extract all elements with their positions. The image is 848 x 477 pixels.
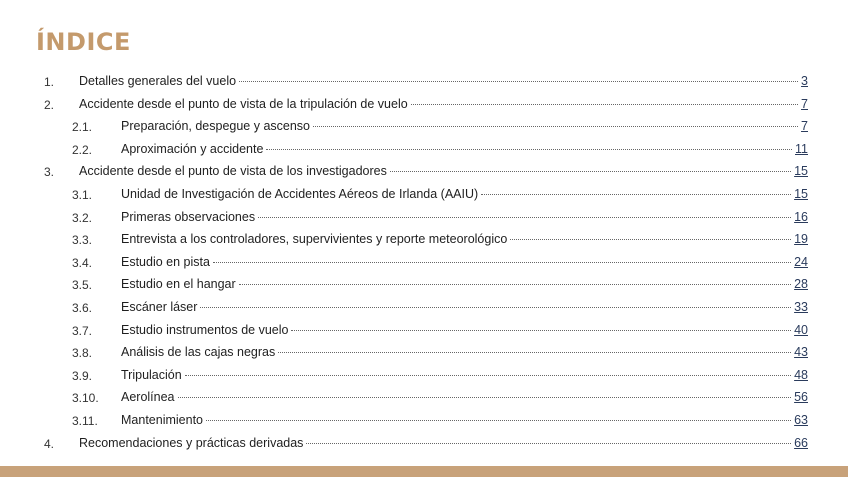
- toc-entry-line: [121, 323, 808, 337]
- toc-entry-line: [121, 277, 808, 291]
- dot-leader: [306, 443, 791, 444]
- toc-entry-number: 3.8.: [72, 346, 93, 361]
- toc-entry-label: Preparación, despegue y ascenso: [121, 119, 311, 134]
- toc-entry[interactable]: [0, 275, 848, 298]
- dot-leader: [185, 375, 791, 376]
- toc-entry-number: 3.6.: [72, 300, 93, 315]
- toc-entry[interactable]: [0, 298, 848, 321]
- toc-entry-label: Detalles generales del vuelo: [79, 74, 237, 88]
- toc-entry-number: 2.1.: [72, 120, 93, 135]
- toc-entry-label: Estudio en el hangar: [121, 277, 236, 292]
- dot-leader: [481, 194, 791, 195]
- toc-entry[interactable]: [0, 162, 848, 185]
- toc-page-link[interactable]: 15: [794, 164, 808, 179]
- toc-entry-line: [79, 97, 808, 111]
- toc-entry-label: Análisis de las cajas negras: [121, 345, 276, 360]
- toc-entry-line: [121, 119, 808, 133]
- toc-entry-number: 1.: [44, 75, 55, 89]
- toc-entry-line: [121, 210, 808, 224]
- toc-entry[interactable]: [0, 366, 848, 389]
- toc-entry-line: [121, 255, 808, 269]
- page-title: ÍNDICE: [36, 28, 131, 56]
- toc-entry[interactable]: [0, 72, 848, 95]
- toc-page-link[interactable]: 28: [794, 277, 808, 292]
- toc-entry-number: 3.1.: [72, 187, 93, 202]
- toc-page-link[interactable]: 16: [794, 209, 808, 224]
- toc-entry-line: [121, 345, 808, 359]
- toc-entry-number: 2.: [44, 97, 55, 112]
- toc-entry-number: 4.: [44, 436, 55, 451]
- toc-entry[interactable]: [0, 343, 848, 366]
- toc-entry-line: [121, 413, 808, 427]
- toc-entry-number: 2.2.: [72, 142, 93, 157]
- dot-leader: [411, 104, 798, 105]
- toc-page-link[interactable]: 48: [794, 367, 808, 382]
- dot-leader: [278, 352, 791, 353]
- toc-entry[interactable]: [0, 411, 848, 434]
- toc-page-link[interactable]: 7: [801, 119, 808, 134]
- toc-page-link[interactable]: 63: [794, 412, 808, 427]
- toc-entry-label: Primeras observaciones: [121, 209, 256, 224]
- dot-leader: [266, 149, 792, 150]
- toc-entry-label: Unidad de Investigación de Accidentes Aéreos de Irlanda (AAIU): [121, 186, 479, 201]
- toc-entry[interactable]: [0, 185, 848, 208]
- toc-entry[interactable]: [0, 95, 848, 118]
- toc-entry[interactable]: [0, 140, 848, 163]
- toc-entry-label: Accidente desde el punto de vista de la tripulación de vuelo: [79, 96, 408, 111]
- dot-leader: [510, 239, 791, 240]
- toc-page-link[interactable]: 24: [794, 254, 808, 269]
- toc-page-link[interactable]: 15: [794, 186, 808, 201]
- toc-entry-number: 3.5.: [72, 278, 93, 293]
- toc-entry-label: Mantenimiento: [121, 412, 203, 427]
- toc-entry[interactable]: [0, 208, 848, 231]
- toc-entry-label: Estudio instrumentos de vuelo: [121, 322, 289, 337]
- toc-entry-number: 3.: [44, 165, 55, 180]
- toc-entry[interactable]: [0, 321, 848, 344]
- toc-entry[interactable]: [0, 230, 848, 253]
- toc-entry-number: 3.4.: [72, 255, 93, 270]
- dot-leader: [200, 307, 791, 308]
- toc-entry-line: [79, 74, 808, 88]
- toc-entry-number: 3.2.: [72, 210, 93, 225]
- toc-entry-label: Aproximación y accidente: [121, 141, 264, 156]
- toc-entry-line: [121, 232, 808, 246]
- toc-page-link[interactable]: 43: [794, 345, 808, 360]
- toc-entry-label: Escáner láser: [121, 299, 198, 314]
- toc-entry-label: Entrevista a los controladores, supervivientes y reporte meteorológico: [121, 232, 508, 247]
- toc-entry[interactable]: [0, 388, 848, 411]
- footer-bar: [0, 466, 848, 477]
- toc-entry-line: [121, 390, 808, 404]
- toc-entry-label: Accidente desde el punto de vista de los investigadores: [79, 164, 387, 179]
- toc-page-link[interactable]: 11: [795, 141, 808, 156]
- toc-entry-label: Recomendaciones y prácticas derivadas: [79, 435, 304, 450]
- toc-entry-label: Tripulación: [121, 367, 182, 382]
- dot-leader: [258, 217, 791, 218]
- toc-entry-line: [79, 436, 808, 450]
- toc-entry-line: [121, 300, 808, 314]
- toc-page-link[interactable]: 40: [794, 322, 808, 337]
- dot-leader: [178, 397, 792, 398]
- dot-leader: [291, 330, 791, 331]
- toc-entry[interactable]: [0, 434, 848, 457]
- toc-entry-line: [121, 187, 808, 201]
- dot-leader: [239, 284, 791, 285]
- toc-entry-number: 3.7.: [72, 323, 93, 338]
- toc-page-link[interactable]: 66: [794, 435, 808, 450]
- toc-entry-number: 3.11.: [72, 413, 98, 428]
- table-of-contents: [0, 72, 848, 456]
- toc-entry-number: 3.3.: [72, 233, 93, 248]
- toc-page-link[interactable]: 7: [801, 96, 808, 111]
- toc-page-link[interactable]: 56: [794, 390, 808, 405]
- dot-leader: [206, 420, 791, 421]
- toc-entry-label: Aerolínea: [121, 390, 175, 405]
- dot-leader: [390, 171, 791, 172]
- toc-page-link[interactable]: 33: [794, 299, 808, 314]
- toc-page-link[interactable]: 19: [794, 232, 808, 247]
- dot-leader: [213, 262, 791, 263]
- toc-page-link[interactable]: 3: [801, 74, 808, 88]
- toc-entry-number: 3.10.: [72, 391, 99, 406]
- toc-entry-line: [121, 142, 808, 156]
- toc-entry[interactable]: [0, 117, 848, 140]
- toc-entry[interactable]: [0, 253, 848, 276]
- toc-entry-line: [79, 164, 808, 178]
- dot-leader: [239, 81, 798, 82]
- toc-entry-number: 3.9.: [72, 368, 93, 383]
- toc-entry-label: Estudio en pista: [121, 254, 210, 269]
- dot-leader: [313, 126, 798, 127]
- toc-entry-line: [121, 368, 808, 382]
